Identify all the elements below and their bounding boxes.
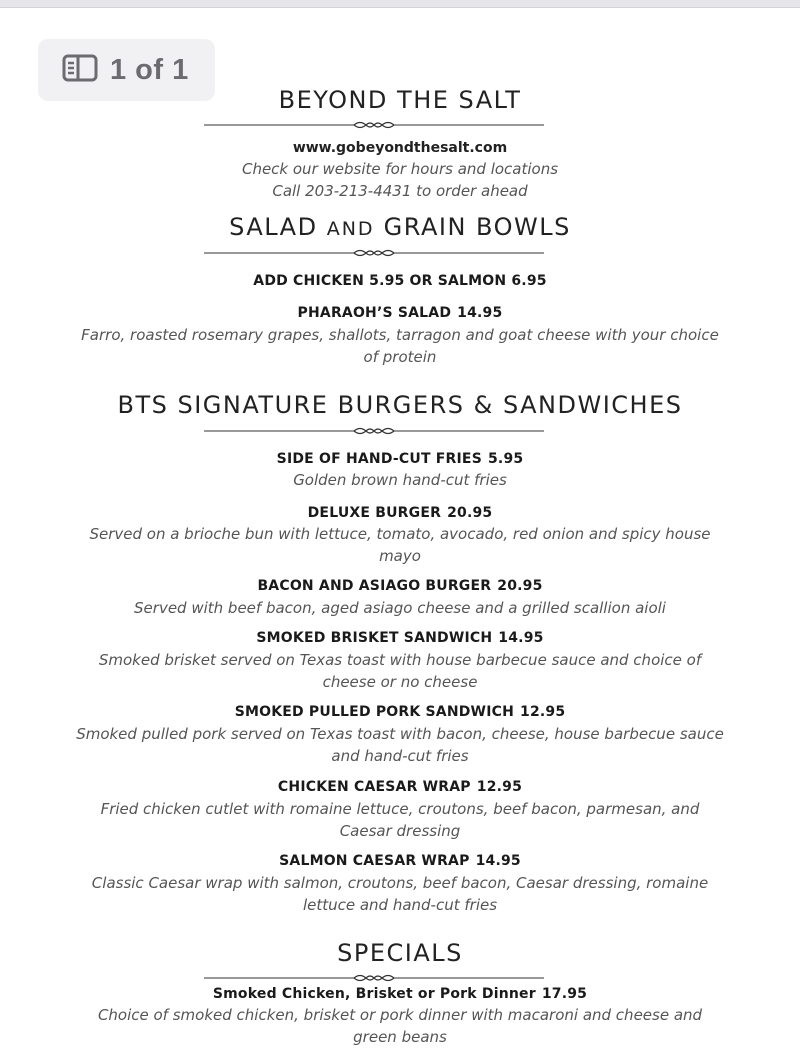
item-price: 20.95: [497, 578, 543, 594]
item-description: and hand-cut fries: [331, 747, 469, 765]
menu-item-name: [0, 853, 800, 869]
ornament-divider: [204, 119, 544, 131]
phone-note: Call 203-213-4431 to order ahead: [272, 182, 528, 200]
item-price: 14.95: [457, 305, 503, 321]
item-description: Served on a brioche bun with lettuce, tomato, avocado, red onion and spicy house: [89, 525, 711, 543]
hours-note: Check our website for hours and locations: [241, 160, 559, 178]
item-title: PHARAOH’S SALAD: [297, 305, 452, 321]
section-title-salads: [0, 213, 800, 241]
item-title: SMOKED BRISKET SANDWICH: [256, 630, 493, 646]
menu-item-name: [0, 305, 800, 321]
menu-item-name: [0, 505, 800, 521]
item-price: 12.95: [476, 779, 523, 795]
ornament-divider: [204, 425, 544, 437]
addon-note: ADD CHICKEN 5.95 OR SALMON 6.95: [253, 273, 547, 289]
salad-title-part3: GRAIN BOWLS: [374, 213, 571, 241]
item-description: lettuce and hand-cut fries: [302, 896, 498, 914]
item-title: DELUXE BURGER: [307, 505, 442, 521]
section-title-burgers: BTS SIGNATURE BURGERS & SANDWICHES: [117, 391, 683, 419]
item-price: 5.95: [487, 451, 524, 467]
item-description: Classic Caesar wrap with salmon, croutons, beef bacon, Caesar dressing, romaine: [91, 874, 709, 892]
item-title: CHICKEN CAESAR WRAP: [277, 779, 471, 795]
salad-title-part1: SALAD: [229, 213, 327, 241]
menu-item-name: [0, 578, 800, 594]
menu-item-name: [0, 704, 800, 720]
item-description: Choice of smoked chicken, brisket or pork dinner with macaroni and cheese and: [97, 1006, 703, 1024]
restaurant-name: BEYOND THE SALT: [278, 86, 522, 114]
item-title: SIDE OF HAND-CUT FRIES: [276, 451, 482, 467]
item-description: mayo: [379, 547, 421, 565]
item-description: Smoked brisket served on Texas toast with house barbecue sauce and choice of: [98, 651, 702, 669]
item-title: BACON AND ASIAGO BURGER: [257, 578, 492, 594]
item-description: of protein: [363, 348, 437, 366]
menu-item-name: [0, 630, 800, 646]
item-title: SMOKED PULLED PORK SANDWICH: [234, 704, 515, 720]
page-view-icon: [62, 54, 98, 87]
ornament-divider: [204, 247, 544, 259]
section-title-specials: SPECIALS: [337, 939, 463, 967]
item-price: 14.95: [475, 853, 521, 869]
item-price: 12.95: [520, 704, 566, 720]
item-title: Smoked Chicken, Brisket or Pork Dinner: [212, 986, 536, 1002]
item-description: Caesar dressing: [339, 822, 461, 840]
website-link[interactable]: www.gobeyondthesalt.com: [292, 140, 508, 156]
item-description: Farro, roasted rosemary grapes, shallots, tarragon and goat cheese with your choice: [81, 326, 719, 344]
item-price: 14.95: [498, 630, 544, 646]
item-price: 17.95: [541, 986, 588, 1002]
menu-item-name: [0, 779, 800, 795]
item-description: green beans: [353, 1028, 447, 1046]
item-price: 20.95: [447, 505, 493, 521]
item-description: Served with beef bacon, aged asiago cheese and a grilled scallion aioli: [134, 599, 666, 617]
item-description: Smoked pulled pork served on Texas toast with bacon, cheese, house barbecue sauce: [76, 725, 724, 743]
viewer-top-bar: [0, 0, 800, 8]
item-description: cheese or no cheese: [322, 673, 478, 691]
item-description: Fried chicken cutlet with romaine lettuce, croutons, beef bacon, parmesan, and: [100, 800, 700, 818]
page-indicator-text: 1 of 1: [110, 53, 189, 86]
menu-item-name: [0, 986, 800, 1002]
item-description: Golden brown hand-cut fries: [293, 471, 507, 489]
salad-title-part2: AND: [326, 218, 375, 240]
ornament-divider: [204, 972, 544, 984]
item-title: SALMON CAESAR WRAP: [279, 853, 470, 869]
menu-item-name: [0, 451, 800, 467]
